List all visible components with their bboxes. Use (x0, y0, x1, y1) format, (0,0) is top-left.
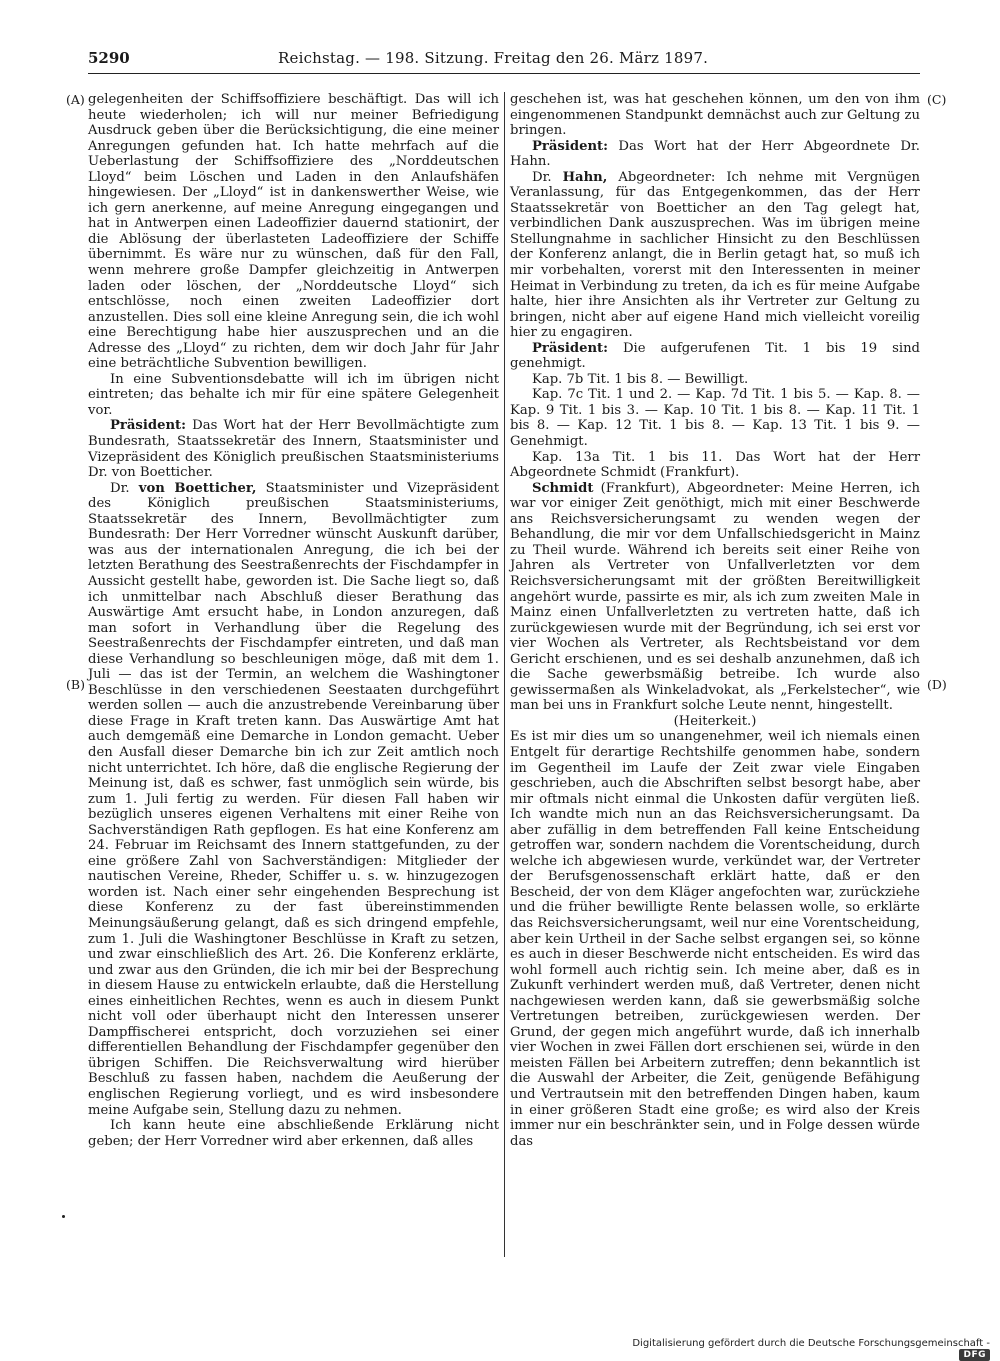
margin-marker-a: (A) (66, 92, 85, 107)
right-column (510, 92, 920, 1149)
speaker-name: von Boetticher, (138, 480, 257, 496)
margin-dot (62, 1215, 65, 1218)
speaker-name: Schmidt (532, 480, 594, 496)
dfg-logo: DFG (959, 1349, 990, 1361)
column-divider (504, 92, 505, 1257)
footer-text: Digitalisierung gefördert durch die Deutsche Forschungsgemeinschaft - (632, 1338, 990, 1349)
speaker-label: Präsident: (110, 418, 187, 434)
page-header (88, 47, 920, 74)
margin-marker-c: (C) (927, 92, 947, 107)
paragraph-text: Abgeordneter: Ich nehme mit Vergnügen Veranlassung, für das Entgegenkommen, das der Herr Staatssekretär von Boetticher an den Tag gelegt hat, verbindlichen Dank auszusprechen. Was im übrigen meine Stellungnahme in sachlicher Hinsicht zu den Beschlüssen der Konferenz anlangt, die in Berlin getagt hat, so muß ich mir vorbehalten, vorerst mit den Interessenten in meiner Heimat in Verbindung zu treten, da ich es für meine Aufgabe halte, hier ihre Ansichten als ihr Vertreter zur Geltung zu bringen, nicht aber auf eigene Hand mich vielleicht voreilig hier zu engagiren. (510, 169, 920, 341)
page-number: 5290 (88, 49, 130, 67)
paragraph-text: Das Wort hat der Herr Abgeordnete Dr. Hahn. (510, 138, 920, 170)
margin-marker-d: (D) (927, 677, 947, 692)
paragraph: Ich kann heute eine abschließende Erklärung nicht geben; der Herr Vorredner wird aber erkennen, daß alles (88, 1118, 499, 1149)
paragraph (510, 139, 920, 170)
paragraph (510, 341, 920, 372)
paragraph-text: Die aufgerufenen Tit. 1 bis 19 sind genehmigt. (510, 340, 920, 372)
margin-marker-b: (B) (66, 677, 85, 692)
paragraph: In eine Subventionsdebatte will ich im übrigen nicht eintreten; das behalte ich mir für eine spätere Gelegenheit vor. (88, 371, 499, 418)
running-title: Reichstag. — 198. Sitzung. Freitag den 26. März 1897. (278, 49, 709, 67)
paragraph (88, 481, 499, 1118)
paragraph-text: Staatsminister und Vizepräsident des Königlich preußischen Staatsministeriums, Staatssekretär des Innern, Bevollmächtigter zum Bundesrath: Der Herr Vorredner wünscht Auskunft darüber, was aus der internationalen Anregung, die ich bei der letzten Berathung des Seestraßenrechts der Fischdampfer in Aussicht gestellt habe, geworden ist. Die Sache liegt so, daß ich unmittelbar nach Abschluß dieser Berathung das Auswärtige Amt ersucht habe, in London anzuregen, daß man sofort in Verhandlung über die Regelung des Seestraßenrechts der Fischdampfer eintreten, und daß man diese Verhandlung so beschleunigen möge, daß mit dem 1. Juli — das ist der Termin, an welchem die Washingtoner Beschlüsse in den verschiedenen Seestaaten durchgeführt werden sollen — auch die anzustrebende Vereinbarung über diese Frage in Kraft treten kann. Das Auswärtige Amt hat auch demgemäß eine Demarche in London gemacht. Ueber den Ausfall dieser Demarche bin ich zur Zeit amtlich noch nicht unterrichtet. Ich höre, daß die englische Regierung der Meinung ist, daß es schwer, fast unmöglich sein würde, bis zum 1. Juli fertig zu werden. Für diesen Fall haben wir bezüglich unseres eigenen Verhaltens mit einer Reihe von Sachverständigen Rath gepflogen. Es hat eine Konferenz am 24. Februar im Reichsamt des Innern stattgefunden, zu der eine größere Zahl von Sachverständigen: Mitglieder der nautischen Vereine, Rheder, Schiffer u. s. w. hinzugezogen worden ist. Nach einer sehr eingehenden Besprechung ist diese Konferenz zu der fast übereinstimmenden Meinungsäußerung gelangt, daß es sich dringend empfehle, zum 1. Juli die Washingtoner Beschlüsse in Kraft zu setzen, und zwar einschließlich des Art. 26. Die Konferenz erklärte, und zwar aus den Gründen, die ich mir bei der Besprechung in diesem Hause zu entwickeln erlaubte, daß die Herstellung eines einheitlichen Rechtes, wenn es auch in diesem Punkt nicht voll oder überhaupt nicht den Interessen unserer Dampffischerei entspricht, doch vorzuziehen sei einer differentiellen Behandlung der Fischdampfer gegenüber den übrigen Schiffen. Die Reichsverwaltung wird hierüber Beschluß zu fassen haben, nachdem die Aeußerung der englischen Regierung vorliegt, und es wird insbesondere meine Aufgabe sein, Stellung dazu zu nehmen. (88, 480, 500, 1118)
paragraph: Kap. 13a Tit. 1 bis 11. Das Wort hat der Herr Abgeordnete Schmidt (Frankfurt). (510, 449, 920, 481)
paragraph: gelegenheiten der Schiffsoffiziere beschäftigt. Das will ich heute wiederholen; ich will nur meiner Befriedigung Ausdruck geben über die Berücksichtigung, die eine meiner Anregungen gefunden hat. Ich hatte mehrfach auf die Ueberlastung der Schiffsoffiziere des „Norddeutschen Lloyd“ beim Löschen und Laden in den Anlaufshäfen hingewiesen. Der „Lloyd“ ist in dankenswerther Weise, wie ich gern anerkenne, auf meine Anregung eingegangen und hat in Antwerpen einen Ladeoffizier dauernd stationirt, der die Ablösung der überlasteten Ladeoffiziere der Schiffe übernimmt. Es wäre nur zu wünschen, daß für den Fall, wenn mehrere große Dampfer gleichzeitig in Antwerpen laden oder löschen, der „Norddeutsche Lloyd“ sich entschlösse, noch einen zweiten Ladeoffizier dort anzustellen. Dies soll eine kleine Anregung sein, die ich wohl eine Berechtigung habe hier auszusprechen und an die Adresse des „Lloyd“ zu richten, dem wir doch Jahr für Jahr eine beträchtliche Subvention bewilligen. (88, 92, 499, 372)
paragraph: Es ist mir dies um so unangenehmer, weil ich niemals einen Entgelt für derartige Rechtshilfe genommen habe, sondern im Gegentheil im Laufe der Zeit zwar viele Eingaben geschrieben, auch die Abschriften selbst besorgt habe, aber mir oftmals nicht einmal die Unkosten dafür vergüten ließ. Ich wandte mich nun an das Reichsversicherungsamt. Da aber zufällig in dem betreffenden Fall keine Entscheidung getroffen war, sondern nachdem die Vorentscheidung, durch welche ich abgewiesen wurde, verkündet war, der Vertreter der Berufsgenossenschaft erklärt hatte, daß er den Bescheid, der von dem Kläger angefochten war, zurückziehe und die früher bewilligte Rente belassen wolle, so erklärte das Reichsversicherungsamt, weil nur eine Vorentscheidung, aber kein Urtheil in der Sache selbst ergangen sei, so könne es auch in dieser Beschwerde nicht entscheiden. Es wird das wohl formell auch richtig sein. Ich meine aber, daß es in Zukunft verhindert werden muß, daß Vertreter, denen nicht nachgewiesen werden kann, daß sie gewerbsmäßig solche Vertretungen betreiben, zurückgewiesen werden. Der Grund, der gegen mich angeführt wurde, daß ich innerhalb vier Wochen in zwei Fällen dort erschienen sei, würde in den meisten Fällen bei Arbeitern zutreffen; denn bekanntlich ist die Auswahl der Arbeiter, die Zeit, genügende Befähigung und Vertrautsein mit den betreffenden Dingen haben, kaum in einer größeren Stadt eine große; es wird also der Kreis immer nur ein beschränkter sein, und in Folge dessen würde das (510, 729, 920, 1149)
speaker-title: Dr. (110, 480, 139, 496)
speaker-title: Dr. (532, 169, 563, 185)
footer-credit (610, 1338, 990, 1361)
paragraph: Kap. 7c Tit. 1 und 2. — Kap. 7d Tit. 1 bis 5. — Kap. 8. — Kap. 9 Tit. 1 bis 3. — Kap. 10 Tit. 1 bis 8. — Kap. 11 Tit. 1 bis 8. — Kap. 12 Tit. 1 bis 8. — Kap. 13 Tit. 1 bis 9. — Genehmigt. (510, 387, 920, 450)
speaker-name: Hahn, (562, 169, 608, 185)
speaker-label: Präsident: (532, 340, 609, 356)
paragraph-text: Das Wort hat der Herr Bevollmächtigte zum Bundesrath, Staatssekretär des Innern, Staatsminister und Vizepräsident des Königlich preußischen Staatsministeriums Dr. von Boetticher. (88, 418, 499, 481)
paragraph (510, 481, 920, 714)
paragraph (88, 418, 499, 480)
paragraph: Kap. 7b Tit. 1 bis 8. — Bewilligt. (532, 371, 749, 387)
paragraph (510, 170, 920, 341)
paragraph-text: (Frankfurt), Abgeordneter: Meine Herren, ich war vor einiger Zeit genöthigt, mich mit einer Beschwerde ans Reichsversicherungsamt zu wenden wegen der Behandlung, die mir vor dem Unfallschiedsgericht in Mainz zu Theil wurde. Während ich bereits seit einer Reihe von Jahren als Vertreter von Unfallverletzten vor dem Reichsversicherungsamt mit der größten Bereitwilligkeit angehört wurde, passirte es mir, als ich zum zweiten Male in Mainz einen Unfallverletzten zu vertreten hatte, daß ich zurückgewiesen wurde mit der Begründung, ich sei erst vor vier Wochen als Vertreter, als Rechtsbeistand vor dem Gericht erschienen, und es sei deshalb anzunehmen, daß ich die Sache gewerbsmäßig betreibe. Ich wurde also gewissermaßen als Winkeladvokat, als „Ferkelstecher“, wie man bei uns in Frankfurt solche Leute nennt, hingestellt. (510, 480, 920, 714)
speaker-label: Präsident: (532, 138, 609, 154)
interjection: (Heiterkeit.) (673, 713, 757, 729)
paragraph: geschehen ist, was hat geschehen können, um den von ihm eingenommenen Standpunkt demnächst auch zur Geltung zu bringen. (510, 92, 920, 139)
left-column (88, 92, 499, 1149)
